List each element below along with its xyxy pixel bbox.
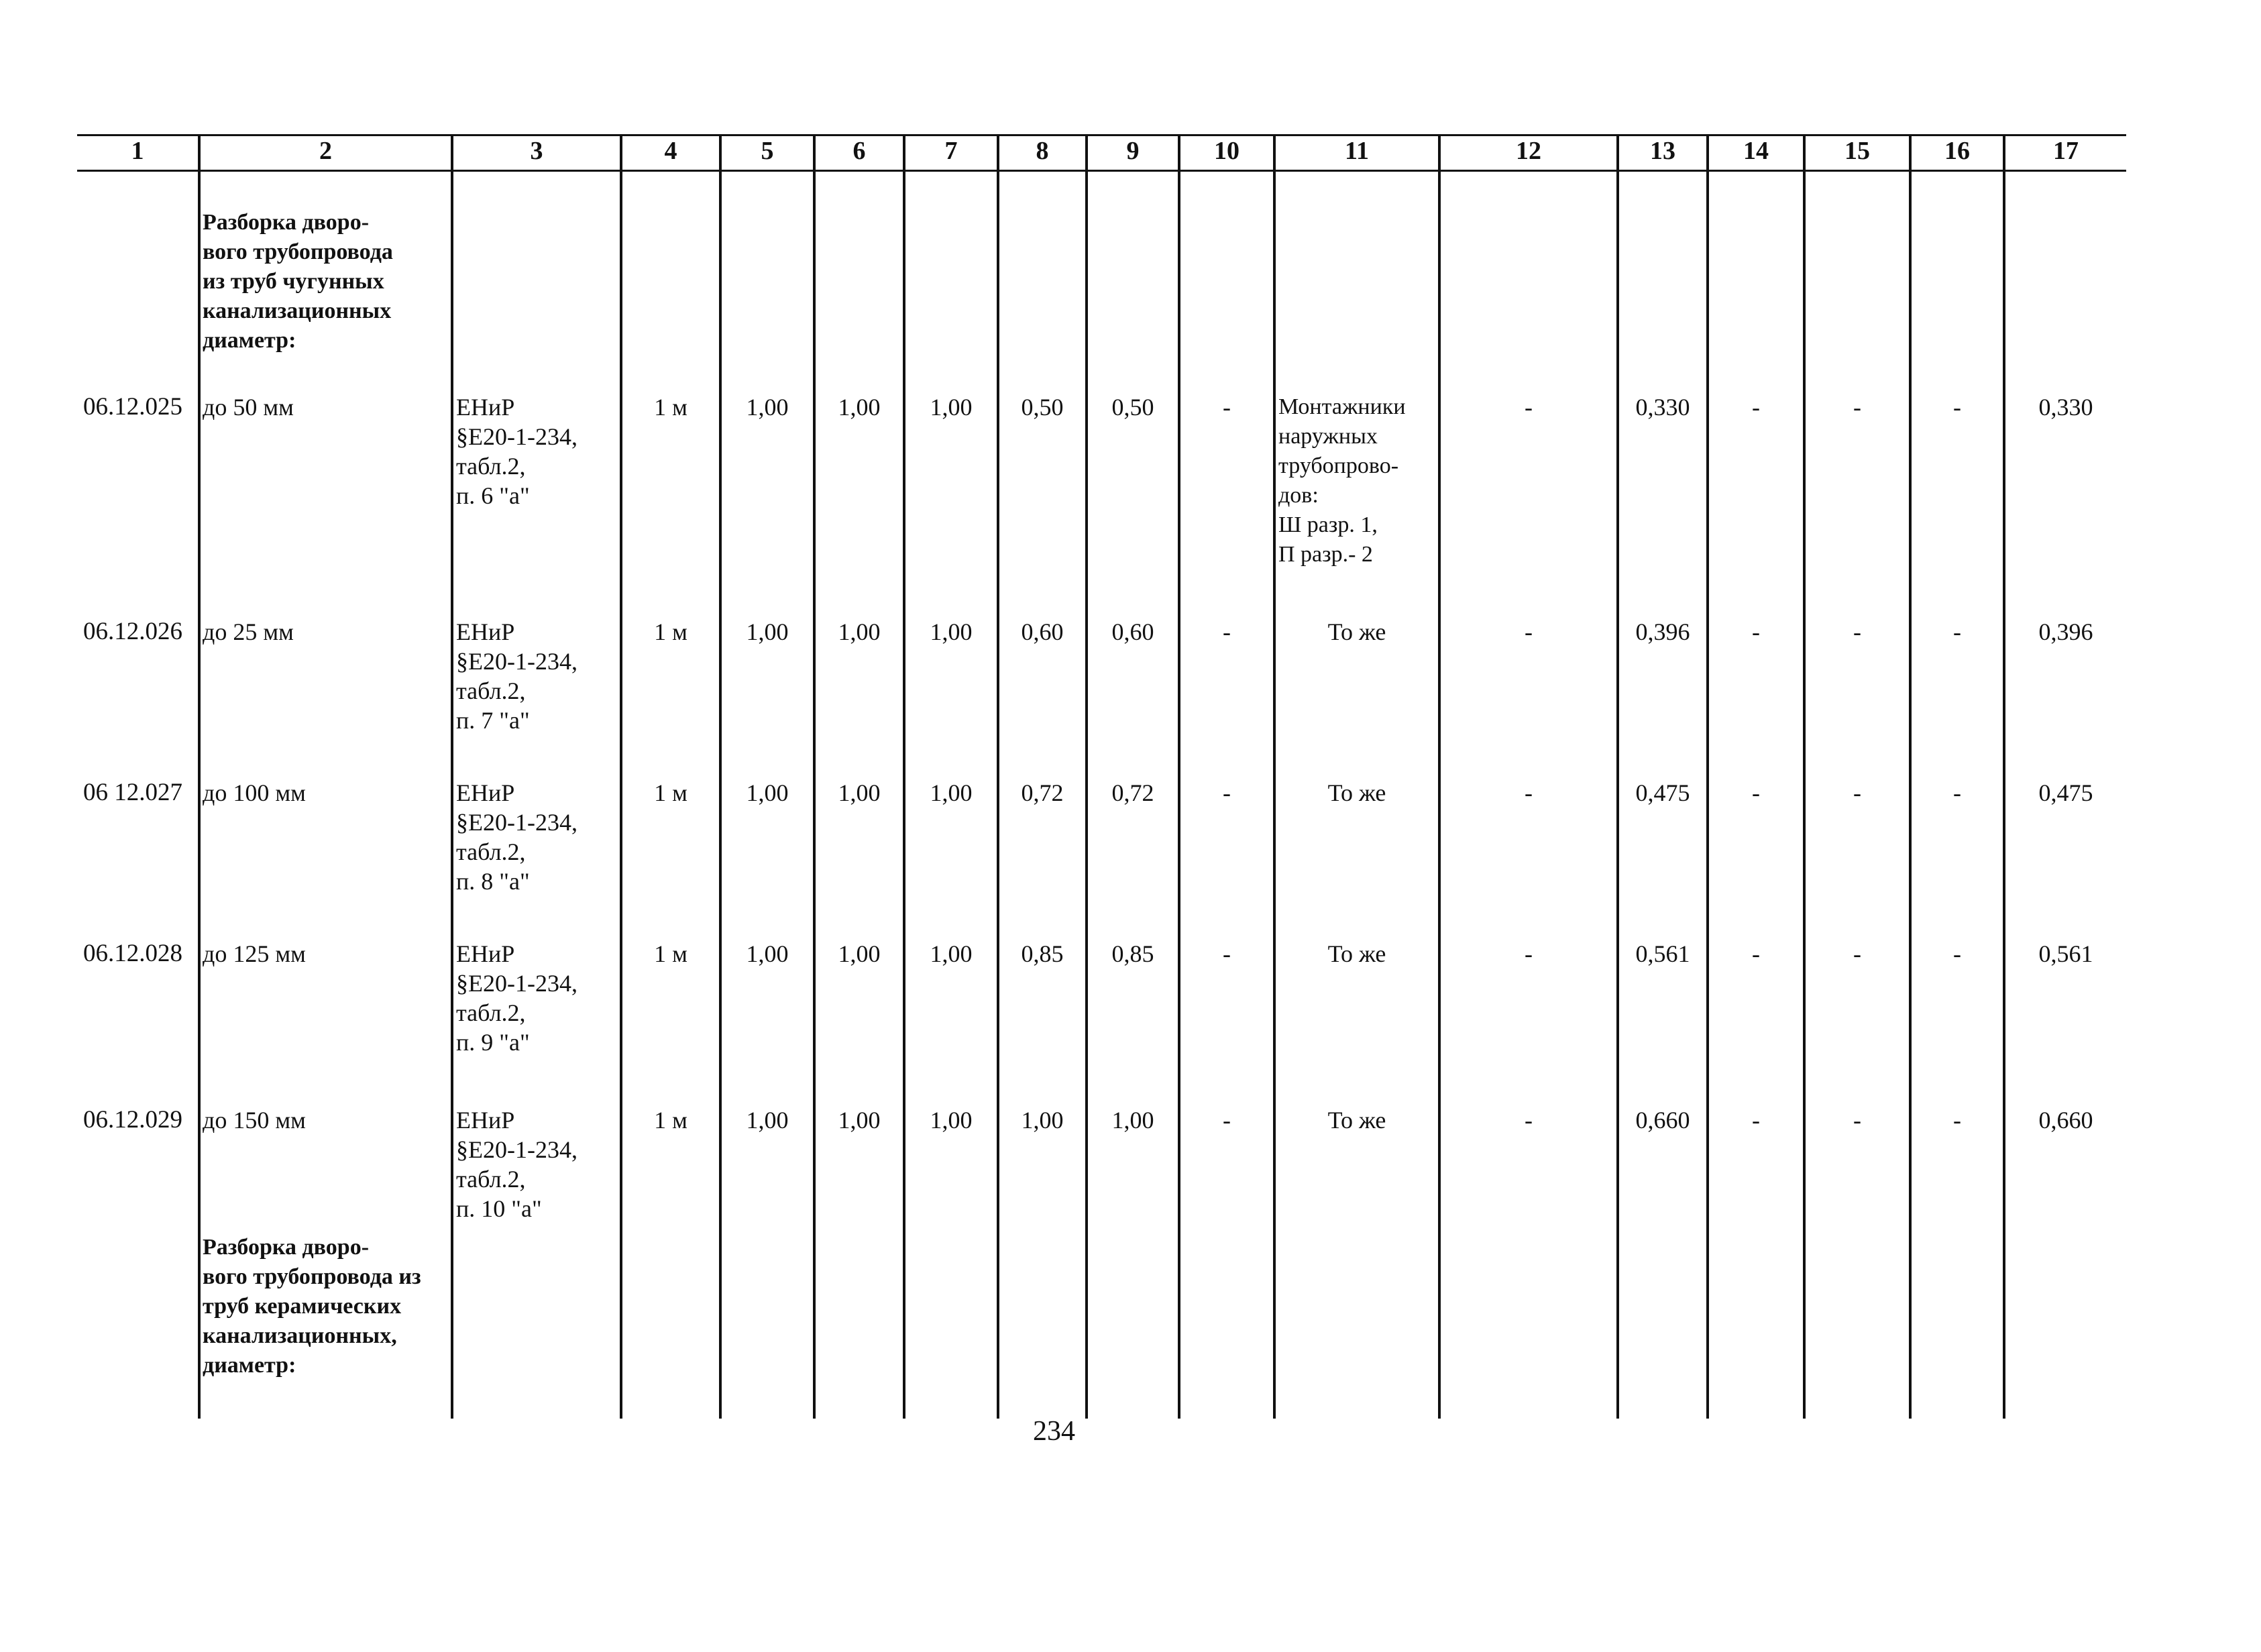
column-header-9: 9 xyxy=(1126,137,1140,165)
row-col8: 0,60 xyxy=(1021,618,1064,645)
row-col8: 0,50 xyxy=(1021,394,1064,421)
row-col10: - xyxy=(1223,618,1231,645)
row-col9: 1,00 xyxy=(1111,1107,1154,1134)
row-name: до 25 мм xyxy=(203,618,294,645)
row-name: до 125 мм xyxy=(203,940,306,967)
column-divider xyxy=(1706,134,1709,1419)
row-col5: 1,00 xyxy=(746,618,789,645)
column-header-6: 6 xyxy=(852,137,866,165)
table-header-rule xyxy=(77,170,2126,172)
column-header-12: 12 xyxy=(1516,137,1541,165)
row-col13: 0,561 xyxy=(1635,940,1690,967)
column-divider xyxy=(1178,134,1180,1419)
row-col14: - xyxy=(1752,394,1760,421)
row-col6: 1,00 xyxy=(838,618,881,645)
row-col12: - xyxy=(1525,618,1533,645)
column-divider xyxy=(1803,134,1806,1419)
row-col7: 1,00 xyxy=(930,779,973,806)
row-source: ЕНиР §Е20-1-234, табл.2, п. 10 "а" xyxy=(456,1107,577,1222)
row-col11: То же xyxy=(1327,618,1386,645)
row-col10: - xyxy=(1223,1107,1231,1134)
column-divider xyxy=(719,134,722,1419)
row-col12: - xyxy=(1525,394,1533,421)
row-col8: 1,00 xyxy=(1021,1107,1064,1134)
column-divider xyxy=(997,134,999,1419)
row-col9: 0,60 xyxy=(1111,618,1154,645)
group-heading: Разборка дворо- вого трубопровода из труб керамических канализационных, диаметр: xyxy=(203,1235,421,1378)
column-header-2: 2 xyxy=(319,137,332,165)
row-col17: 0,660 xyxy=(2038,1107,2093,1134)
column-divider xyxy=(1085,134,1088,1419)
row-col14: - xyxy=(1752,940,1760,967)
column-divider xyxy=(620,134,622,1419)
row-unit: 1 м xyxy=(654,1107,687,1134)
row-col16: - xyxy=(1953,394,1961,421)
row-col15: - xyxy=(1853,1107,1861,1134)
row-col6: 1,00 xyxy=(838,779,881,806)
row-name: до 50 мм xyxy=(203,394,294,421)
row-col10: - xyxy=(1223,779,1231,806)
row-col14: - xyxy=(1752,618,1760,645)
row-col12: - xyxy=(1525,779,1533,806)
row-col14: - xyxy=(1752,1107,1760,1134)
column-divider xyxy=(1909,134,1912,1419)
row-col7: 1,00 xyxy=(930,1107,973,1134)
column-header-13: 13 xyxy=(1650,137,1675,165)
column-header-1: 1 xyxy=(131,137,144,165)
column-divider xyxy=(1616,134,1619,1419)
row-col7: 1,00 xyxy=(930,394,973,421)
row-unit: 1 м xyxy=(654,618,687,645)
row-col13: 0,475 xyxy=(1635,779,1690,806)
row-col8: 0,72 xyxy=(1021,779,1064,806)
column-header-8: 8 xyxy=(1036,137,1049,165)
row-unit: 1 м xyxy=(654,779,687,806)
column-divider xyxy=(2003,134,2005,1419)
row-col17: 0,396 xyxy=(2038,618,2093,645)
row-col5: 1,00 xyxy=(746,1107,789,1134)
row-col17: 0,475 xyxy=(2038,779,2093,806)
column-header-5: 5 xyxy=(761,137,774,165)
row-col5: 1,00 xyxy=(746,394,789,421)
row-col10: - xyxy=(1223,394,1231,421)
row-unit: 1 м xyxy=(654,940,687,967)
row-col8: 0,85 xyxy=(1021,940,1064,967)
row-col13: 0,396 xyxy=(1635,618,1690,645)
row-col17: 0,330 xyxy=(2038,394,2093,421)
row-col11: Монтажники наружных трубопрово- дов: Ш разр. 1, П разр.- 2 xyxy=(1278,394,1406,567)
row-col7: 1,00 xyxy=(930,618,973,645)
row-col17: 0,561 xyxy=(2038,940,2093,967)
column-header-11: 11 xyxy=(1345,137,1369,165)
row-code: 06 12.027 xyxy=(83,779,182,806)
column-divider xyxy=(1438,134,1441,1419)
row-col16: - xyxy=(1953,779,1961,806)
column-header-4: 4 xyxy=(664,137,677,165)
row-code: 06.12.028 xyxy=(83,940,182,967)
column-divider xyxy=(813,134,816,1419)
row-col11: То же xyxy=(1327,1107,1386,1134)
row-col15: - xyxy=(1853,618,1861,645)
row-col15: - xyxy=(1853,940,1861,967)
row-name: до 100 мм xyxy=(203,779,306,806)
row-name: до 150 мм xyxy=(203,1107,306,1134)
row-col9: 0,72 xyxy=(1111,779,1154,806)
row-col9: 0,85 xyxy=(1111,940,1154,967)
group-heading: Разборка дворо- вого трубопровода из труб чугунных канализационных диаметр: xyxy=(203,210,393,353)
column-divider xyxy=(1273,134,1276,1419)
row-source: ЕНиР §Е20-1-234, табл.2, п. 6 "а" xyxy=(456,394,577,509)
column-header-16: 16 xyxy=(1944,137,1970,165)
column-divider xyxy=(903,134,905,1419)
column-header-15: 15 xyxy=(1844,137,1870,165)
row-code: 06.12.029 xyxy=(83,1106,182,1134)
row-col6: 1,00 xyxy=(838,394,881,421)
row-col7: 1,00 xyxy=(930,940,973,967)
row-col12: - xyxy=(1525,940,1533,967)
row-code: 06.12.026 xyxy=(83,618,182,645)
row-col15: - xyxy=(1853,779,1861,806)
row-col6: 1,00 xyxy=(838,940,881,967)
row-col5: 1,00 xyxy=(746,940,789,967)
row-code: 06.12.025 xyxy=(83,393,182,421)
row-source: ЕНиР §Е20-1-234, табл.2, п. 9 "а" xyxy=(456,940,577,1056)
column-header-14: 14 xyxy=(1743,137,1769,165)
row-col16: - xyxy=(1953,940,1961,967)
row-col16: - xyxy=(1953,618,1961,645)
row-col16: - xyxy=(1953,1107,1961,1134)
row-col12: - xyxy=(1525,1107,1533,1134)
row-col6: 1,00 xyxy=(838,1107,881,1134)
row-col11: То же xyxy=(1327,779,1386,806)
column-header-7: 7 xyxy=(944,137,958,165)
row-col9: 0,50 xyxy=(1111,394,1154,421)
row-source: ЕНиР §Е20-1-234, табл.2, п. 7 "а" xyxy=(456,618,577,734)
row-col14: - xyxy=(1752,779,1760,806)
column-divider xyxy=(451,134,453,1419)
row-col5: 1,00 xyxy=(746,779,789,806)
column-header-10: 10 xyxy=(1214,137,1239,165)
page-number: 234 xyxy=(1033,1416,1075,1447)
row-col11: То же xyxy=(1327,940,1386,967)
column-divider xyxy=(198,134,201,1419)
column-header-17: 17 xyxy=(2053,137,2079,165)
row-col10: - xyxy=(1223,940,1231,967)
row-col15: - xyxy=(1853,394,1861,421)
column-header-3: 3 xyxy=(530,137,543,165)
row-source: ЕНиР §Е20-1-234, табл.2, п. 8 "а" xyxy=(456,779,577,895)
row-unit: 1 м xyxy=(654,394,687,421)
row-col13: 0,660 xyxy=(1635,1107,1690,1134)
row-col13: 0,330 xyxy=(1635,394,1690,421)
